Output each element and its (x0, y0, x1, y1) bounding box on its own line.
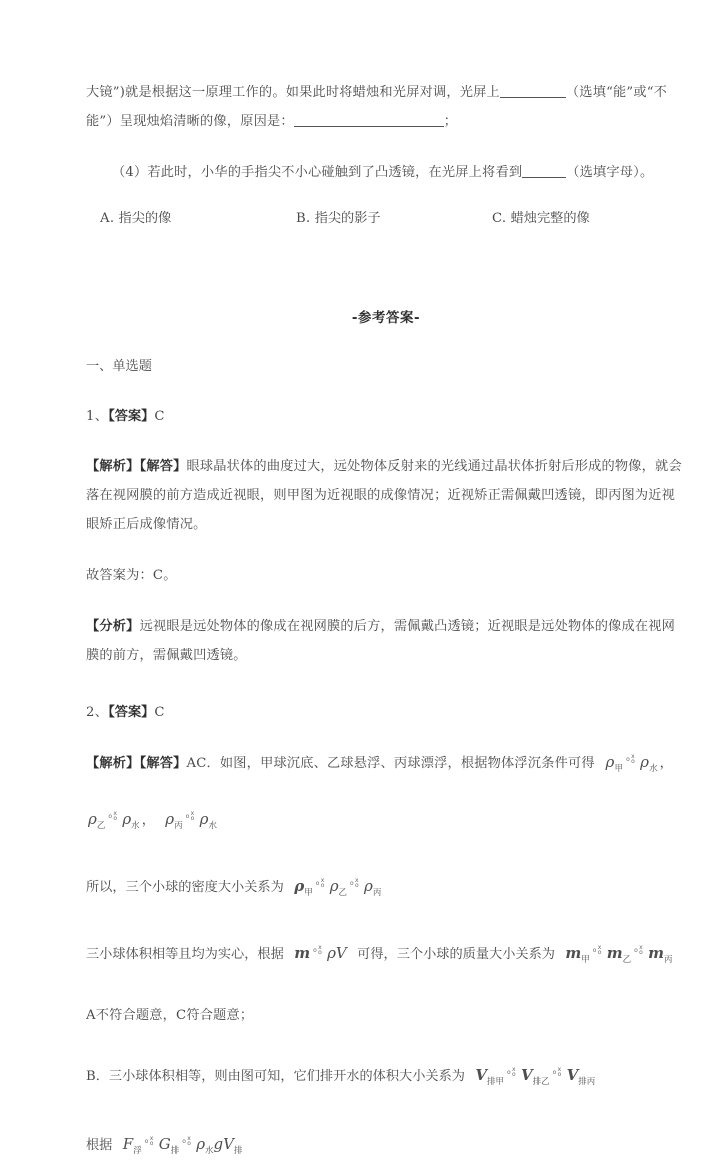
fill-blank-medium[interactable] (294, 113, 444, 127)
formula2a-rho-sub: 乙 (96, 821, 106, 831)
item-1-answer-line (86, 404, 686, 430)
greater-than-operator-glyph: o x o (507, 1066, 516, 1078)
formula-rho-subscript: 甲 (614, 764, 624, 774)
option-b-label: 指尖的影子 (314, 211, 381, 226)
fill-blank-long[interactable] (500, 84, 566, 98)
buoyancy-rho-sub: 水 (205, 1146, 214, 1156)
density-rho-2-sub: 乙 (338, 888, 348, 898)
formula2b-rho2: ρ (199, 810, 209, 828)
option-c[interactable] (492, 205, 672, 233)
density-rho-1: ρ (294, 877, 305, 895)
density-rho-2: ρ (329, 877, 339, 895)
buoyancy-v-symbol: V (223, 1135, 234, 1153)
mass-m-symbol: m (294, 944, 311, 962)
item-2-answer-value: C (154, 705, 165, 720)
formula-rho-bing-lt-rho-water (163, 804, 219, 837)
question-tail-paragraph (86, 78, 686, 136)
answer-key-heading: -参考答案- (351, 311, 421, 326)
formula-rho-symbol-2: ρ (640, 753, 650, 771)
formula2b-rho-sub: 丙 (174, 821, 183, 831)
formula-volume-order (473, 1060, 597, 1093)
greater-than-operator-glyph: o x o (315, 877, 325, 889)
fill-blank-short[interactable] (522, 164, 566, 178)
option-c-label: 蜡烛完整的像 (510, 211, 590, 226)
formula-separator: ， (141, 813, 155, 828)
item-2-line-b (86, 1060, 686, 1093)
buoyancy-prefix: 根据 (86, 1138, 113, 1153)
formula-rho-jia-gt-rho-water (604, 748, 660, 780)
equals-operator-glyph: o x o (182, 1135, 191, 1147)
buoyancy-gravity-symbol: g (213, 1135, 224, 1153)
less-than-operator-glyph: o x o (185, 810, 195, 822)
volume-v-3-sub: 排丙 (578, 1077, 596, 1087)
item-2-buoyancy-line (86, 1129, 686, 1162)
formula-buoyancy (121, 1129, 245, 1162)
item-1-answer-label: 【答案】 (108, 409, 155, 424)
greater-than-operator-glyph: o x o (626, 753, 635, 765)
greater-than-operator-glyph: o x o (592, 944, 602, 956)
item-1-explanation (86, 452, 686, 539)
buoyancy-v-sub: 排 (234, 1146, 243, 1156)
buoyancy-g-symbol: G (158, 1135, 171, 1153)
equals-operator-glyph: o x o (144, 1135, 154, 1147)
density-relation-prefix: 所以，三个小球的密度大小关系为 (86, 880, 284, 895)
item-2-density-relation (86, 871, 686, 904)
question-tail-line1-part2: （选填“能”或“不 (565, 85, 668, 100)
greater-than-operator-glyph: o x o (350, 877, 359, 889)
item-2-answer-label: 【答案】 (108, 705, 155, 720)
item-1-conclusion: 故答案为：C。 (86, 568, 177, 583)
item-2-explanation: 【解析】【解答】AC．如图，甲球沉底、乙球悬浮、丙球漂浮，根据物体浮沉条件可得 $\rho_甲$ o x o $\rho_水$ ， (86, 748, 686, 780)
density-rho-3-sub: 丙 (372, 888, 382, 898)
mass-m-3-sub: 丙 (664, 955, 673, 965)
volume-v-3: V (566, 1066, 579, 1084)
mass-v-symbol: V (335, 944, 347, 962)
option-c-key: C. (492, 211, 507, 226)
item-1-explain-label: 【解析】【解答】 (86, 459, 187, 474)
formula-rho-yi-gt-rho-water (86, 804, 142, 837)
option-b[interactable] (296, 205, 492, 233)
mass-m-1: m (565, 944, 582, 962)
question-4-text-before: （4）若此时，小华的手指尖不小心碰触到了凸透镜，在光屏上将看到 (112, 165, 523, 180)
volume-v-1-sub: 排甲 (486, 1077, 504, 1087)
buoyancy-f-symbol: F (122, 1135, 134, 1153)
option-a[interactable] (100, 205, 296, 233)
formula2b-rho2-sub: 水 (208, 821, 217, 831)
item-1-answer-value: C (154, 409, 165, 424)
item-1-analysis-label: 【分析】 (86, 619, 140, 634)
item-2-mass-relation (86, 938, 686, 971)
buoyancy-f-sub: 浮 (133, 1146, 142, 1156)
density-rho-1-sub: 甲 (304, 888, 313, 898)
item-1-number: 1、 (86, 409, 109, 424)
greater-than-operator-glyph: o x o (552, 1066, 562, 1078)
formula2a-rho2-sub: 水 (131, 821, 140, 831)
mass-relation-mid: 可得，三个小球的质量大小关系为 (357, 947, 555, 962)
question-4-options (86, 205, 686, 233)
option-b-key: B. (296, 211, 311, 226)
formula2a-rho: ρ (88, 810, 97, 828)
question-tail-line2-end: ； (443, 114, 458, 129)
mass-m-2-sub: 乙 (622, 955, 632, 965)
mass-m-2: m (606, 944, 623, 962)
formula-rho-subscript-2: 水 (649, 764, 658, 774)
formula-m-equals-rho-v (292, 938, 349, 968)
mass-relation-prefix: 三小球体积相等且均为实心，根据 (86, 947, 284, 962)
option-a-label: 指尖的像 (118, 211, 172, 226)
section-title-single-choice: 一、单选题 (86, 359, 152, 374)
question-4-paragraph (86, 158, 686, 187)
greater-than-operator-glyph: o x o (108, 810, 118, 822)
item-1-analysis-text: 远视眼是远处物体的像成在视网膜的后方，需佩戴凸透镜；近视眼是远处物体的像成在视网膜的前方，需佩戴凹透镜。 (86, 619, 676, 663)
greater-than-operator-glyph: o x o (634, 944, 643, 956)
volume-v-2: V (521, 1066, 533, 1084)
item-2-answer-line (86, 700, 686, 726)
formula-density-order (292, 871, 383, 904)
buoyancy-g-sub: 排 (170, 1146, 180, 1156)
volume-v-1: V (475, 1066, 487, 1084)
item-1-explain-text: 眼球晶状体的曲度过大，远处物体反射来的光线通过晶状体折射后形成的物像，就会落在视网膜的前方造成近视眼，则甲图为近视眼的成像情况；近视矫正需佩戴凹透镜，即丙图为近视眼矫正后成像情况。 (86, 459, 682, 532)
buoyancy-rho-symbol: ρ (196, 1135, 206, 1153)
option-a-key: A. (100, 211, 115, 226)
formula-mass-order (563, 938, 674, 971)
question-tail-line2: 能”）呈现烛焰清晰的像，原因是： (86, 114, 294, 129)
line-b-prefix: B．三小球体积相等，则由图可知，它们排开水的体积大小关系为 (86, 1069, 465, 1084)
volume-v-2-sub: 排乙 (532, 1077, 550, 1087)
item-1-analysis (86, 612, 686, 670)
formula-rho-symbol: ρ (605, 753, 615, 771)
mass-rho-symbol: ρ (327, 944, 336, 962)
density-rho-3: ρ (364, 877, 373, 895)
question-4-text-after: （选填字母）。 (566, 165, 654, 180)
item-2-formula-row-2 (86, 804, 686, 837)
formula2a-rho2: ρ (122, 810, 132, 828)
item-2-number: 2、 (86, 705, 109, 720)
item-2-explain-label: 【解析】【解答】 (86, 756, 187, 771)
mass-m-1-sub: 甲 (581, 955, 590, 965)
item-2-line-ac: A不符合题意，C符合题意； (86, 1008, 254, 1023)
formula2b-rho: ρ (165, 810, 175, 828)
document-content (86, 78, 686, 1162)
item-2-explain-prefix: AC．如图，甲球沉底、乙球悬浮、丙球漂浮，根据物体浮沉条件可得 (186, 756, 595, 771)
question-tail-line1-part1: 大镜”)就是根据这一原理工作的。如果此时将蜡烛和光屏对调，光屏上 (86, 85, 500, 100)
mass-m-3: m (648, 944, 664, 962)
equals-operator-glyph: o x o (313, 944, 322, 956)
